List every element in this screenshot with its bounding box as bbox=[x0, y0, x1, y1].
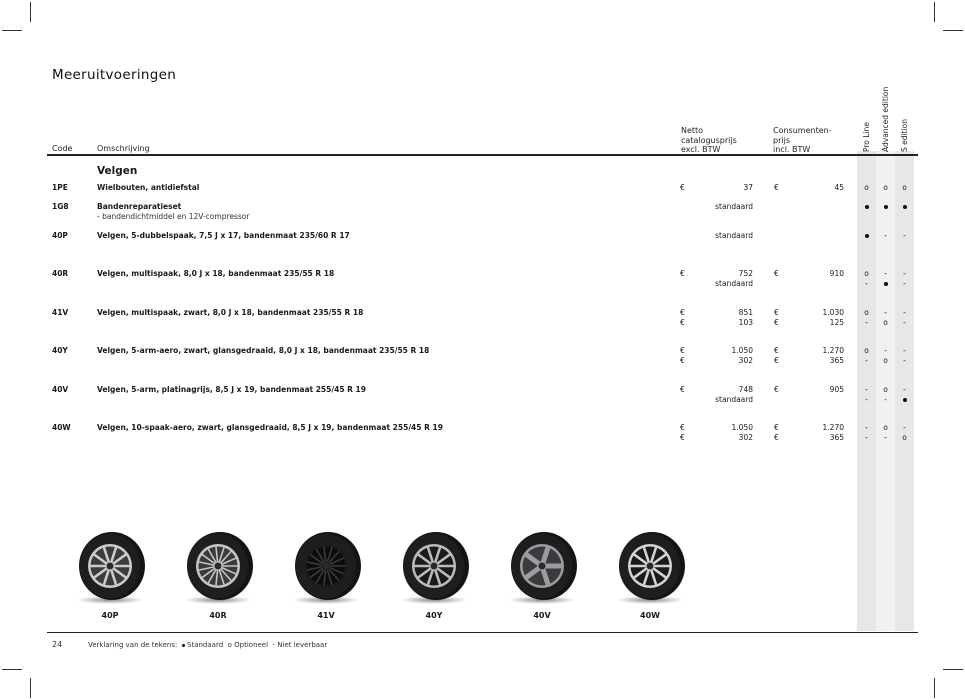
availability-standard bbox=[876, 279, 895, 288]
hub bbox=[538, 562, 546, 570]
availability-standard bbox=[876, 202, 895, 211]
wheel-image bbox=[288, 530, 364, 606]
net-price: standaard bbox=[715, 395, 753, 404]
availability-mark: - bbox=[903, 356, 906, 365]
wheel-label: 40V bbox=[533, 611, 551, 620]
availability-mark: o bbox=[902, 183, 907, 192]
legend bbox=[88, 641, 327, 649]
row-description: Velgen, multispaak, zwart, 8,0 J x 18, bandenmaat 235/55 R 18 bbox=[97, 308, 364, 317]
availability-mark: o bbox=[902, 433, 907, 442]
availability-mark: o bbox=[883, 385, 888, 394]
currency-symbol: € bbox=[774, 346, 779, 355]
crop-mark bbox=[943, 30, 963, 31]
standard-dot-icon bbox=[903, 398, 907, 402]
availability-mark: - bbox=[884, 269, 887, 278]
hub bbox=[646, 562, 654, 570]
price-line bbox=[0, 202, 965, 212]
legend-standard: Standaard bbox=[187, 641, 224, 649]
section-title: Velgen bbox=[97, 165, 138, 177]
standard-dot-icon bbox=[884, 205, 888, 209]
consumer-price: 1.270 bbox=[822, 423, 844, 432]
row-description: Velgen, 5-dubbelspaak, 7,5 J x 17, bandenmaat 235/60 R 17 bbox=[97, 231, 350, 240]
price-line bbox=[0, 308, 965, 318]
net-price: 851 bbox=[738, 308, 753, 317]
row-code: 40P bbox=[52, 231, 68, 240]
standard-dot-icon bbox=[865, 234, 869, 238]
currency-symbol: € bbox=[680, 385, 685, 394]
availability-mark: - bbox=[903, 269, 906, 278]
availability-mark: - bbox=[865, 318, 868, 327]
availability-mark: - bbox=[865, 395, 868, 404]
currency-symbol: € bbox=[774, 318, 779, 327]
consumer-price: 910 bbox=[829, 269, 844, 278]
wheel-icon bbox=[612, 530, 688, 606]
row-description: Velgen, 10-spaak-aero, zwart, glansgedraaid, 8,5 J x 19, bandenmaat 255/45 R 19 bbox=[97, 423, 443, 432]
row-code: 40Y bbox=[52, 346, 68, 355]
consumer-price: 45 bbox=[834, 183, 844, 192]
header-rule bbox=[47, 154, 918, 156]
availability-mark: o bbox=[864, 183, 869, 192]
net-price: 748 bbox=[738, 385, 753, 394]
availability-standard bbox=[895, 395, 914, 404]
availability-standard bbox=[857, 202, 876, 211]
row-code: 41V bbox=[52, 308, 69, 317]
availability-mark: - bbox=[865, 385, 868, 394]
row-description: Bandenreparatieset bbox=[97, 202, 182, 211]
header-consumer-price-line: prijs bbox=[773, 135, 790, 145]
availability-mark: - bbox=[884, 231, 887, 240]
wheel-image bbox=[72, 530, 148, 606]
legend-unavailable-symbol: - bbox=[272, 641, 276, 649]
header-advanced-edition: Advanced edition bbox=[881, 86, 890, 152]
currency-symbol: € bbox=[774, 385, 779, 394]
availability-mark: o bbox=[864, 269, 869, 278]
hub bbox=[322, 562, 330, 570]
row-code: 40V bbox=[52, 385, 69, 394]
header-net-price-line: excl. BTW bbox=[681, 145, 721, 154]
net-price: 1.050 bbox=[731, 423, 753, 432]
wheel-image bbox=[396, 530, 472, 606]
currency-symbol: € bbox=[680, 318, 685, 327]
row-code: 40R bbox=[52, 269, 69, 278]
availability-mark: - bbox=[903, 279, 906, 288]
header-net-price-line: catalogusprijs bbox=[681, 135, 737, 145]
availability-mark: o bbox=[864, 346, 869, 355]
wheel-image bbox=[504, 530, 580, 606]
header-code: Code bbox=[52, 144, 73, 153]
price-line bbox=[0, 395, 965, 405]
consumer-price: 365 bbox=[829, 356, 844, 365]
price-line bbox=[0, 433, 965, 443]
wheel-label: 40R bbox=[209, 611, 227, 620]
header-consumer-price bbox=[773, 126, 832, 155]
availability-mark: - bbox=[903, 308, 906, 317]
row-code: 1G8 bbox=[52, 202, 69, 211]
crop-mark bbox=[30, 678, 31, 698]
currency-symbol: € bbox=[680, 346, 685, 355]
row-description: Velgen, 5-arm, platinagrijs, 8,5 J x 19, bandenmaat 255/45 R 19 bbox=[97, 385, 366, 394]
wheel-icon bbox=[288, 530, 364, 606]
net-price: standaard bbox=[715, 202, 753, 211]
net-price: standaard bbox=[715, 231, 753, 240]
header-net-price bbox=[681, 126, 737, 155]
currency-symbol: € bbox=[680, 308, 685, 317]
net-price: 1.050 bbox=[731, 346, 753, 355]
availability-mark: - bbox=[903, 318, 906, 327]
availability-mark: o bbox=[883, 356, 888, 365]
hub bbox=[214, 562, 222, 570]
currency-symbol: € bbox=[774, 269, 779, 278]
header-description: Omschrijving bbox=[97, 144, 150, 153]
wheel-icon bbox=[396, 530, 472, 606]
wheel-label: 40Y bbox=[425, 611, 443, 620]
footer-rule bbox=[47, 632, 918, 633]
availability-mark: o bbox=[864, 308, 869, 317]
wheel-image bbox=[612, 530, 688, 606]
currency-symbol: € bbox=[680, 356, 685, 365]
crop-mark bbox=[934, 2, 935, 22]
wheel-label: 41V bbox=[317, 611, 335, 620]
availability-mark: - bbox=[903, 346, 906, 355]
availability-mark: o bbox=[883, 318, 888, 327]
price-line bbox=[0, 346, 965, 356]
hub bbox=[430, 562, 438, 570]
availability-mark: - bbox=[865, 423, 868, 432]
net-price: 103 bbox=[738, 318, 753, 327]
standard-dot-icon bbox=[884, 282, 888, 286]
header-consumer-price-line: Consumenten- bbox=[773, 126, 832, 135]
availability-mark: - bbox=[903, 423, 906, 432]
availability-mark: - bbox=[903, 385, 906, 394]
price-line bbox=[0, 269, 965, 279]
standard-dot-icon bbox=[865, 205, 869, 209]
price-line bbox=[0, 356, 965, 366]
price-line bbox=[0, 231, 965, 241]
header-consumer-price-line: incl. BTW bbox=[773, 145, 811, 154]
availability-mark: - bbox=[884, 433, 887, 442]
standard-dot-icon bbox=[182, 644, 185, 647]
consumer-price: 365 bbox=[829, 433, 844, 442]
availability-mark: o bbox=[883, 183, 888, 192]
availability-mark: - bbox=[865, 356, 868, 365]
row-code: 1PE bbox=[52, 183, 68, 192]
consumer-price: 905 bbox=[829, 385, 844, 394]
consumer-price: 125 bbox=[829, 318, 844, 327]
currency-symbol: € bbox=[774, 423, 779, 432]
price-line bbox=[0, 279, 965, 289]
crop-mark bbox=[2, 30, 22, 31]
currency-symbol: € bbox=[680, 433, 685, 442]
availability-standard bbox=[895, 202, 914, 211]
net-price: 302 bbox=[738, 356, 753, 365]
consumer-price: 1.030 bbox=[822, 308, 844, 317]
currency-symbol: € bbox=[774, 433, 779, 442]
currency-symbol: € bbox=[680, 423, 685, 432]
currency-symbol: € bbox=[774, 308, 779, 317]
crop-mark bbox=[30, 2, 31, 22]
net-price: standaard bbox=[715, 279, 753, 288]
price-line bbox=[0, 318, 965, 328]
availability-mark: - bbox=[865, 433, 868, 442]
row-description: Velgen, multispaak, 8,0 J x 18, bandenmaat 235/55 R 18 bbox=[97, 269, 335, 278]
currency-symbol: € bbox=[680, 183, 685, 192]
price-line bbox=[0, 423, 965, 433]
wheel-icon bbox=[72, 530, 148, 606]
net-price: 752 bbox=[738, 269, 753, 278]
availability-mark: o bbox=[883, 423, 888, 432]
currency-symbol: € bbox=[680, 269, 685, 278]
crop-mark bbox=[943, 669, 963, 670]
row-description: Wielbouten, antidiefstal bbox=[97, 183, 200, 192]
legend-unavailable: Niet leverbaar bbox=[277, 641, 328, 649]
wheel-image bbox=[180, 530, 256, 606]
hub bbox=[106, 562, 114, 570]
page-title: Meeruitvoeringen bbox=[52, 67, 177, 83]
currency-symbol: € bbox=[774, 356, 779, 365]
currency-symbol: € bbox=[774, 183, 779, 192]
wheel-icon bbox=[180, 530, 256, 606]
availability-mark: - bbox=[903, 231, 906, 240]
wheel-icon bbox=[504, 530, 580, 606]
row-code: 40W bbox=[52, 423, 71, 432]
crop-mark bbox=[934, 678, 935, 698]
row-subdescription: - bandendichtmiddel en 12V-compressor bbox=[97, 212, 250, 221]
legend-prefix: Verklaring van de tekens: bbox=[88, 641, 178, 649]
header-pro-line: Pro Line bbox=[862, 122, 871, 152]
price-line bbox=[0, 385, 965, 395]
row-description: Velgen, 5-arm-aero, zwart, glansgedraaid, 8,0 J x 18, bandenmaat 235/55 R 18 bbox=[97, 346, 430, 355]
availability-mark: - bbox=[884, 346, 887, 355]
wheel-label: 40P bbox=[101, 611, 119, 620]
price-line bbox=[0, 183, 965, 193]
legend-optional-symbol: o bbox=[227, 641, 232, 649]
standard-dot-icon bbox=[903, 205, 907, 209]
availability-mark: - bbox=[884, 308, 887, 317]
wheel-label: 40W bbox=[640, 611, 660, 620]
availability-mark: - bbox=[884, 395, 887, 404]
availability-mark: - bbox=[865, 279, 868, 288]
crop-mark bbox=[2, 669, 22, 670]
availability-standard bbox=[857, 231, 876, 240]
header-net-price-line: Netto bbox=[681, 126, 704, 135]
page-number: 24 bbox=[52, 640, 63, 649]
net-price: 302 bbox=[738, 433, 753, 442]
header-s-edition: S edition bbox=[900, 119, 909, 152]
consumer-price: 1.270 bbox=[822, 346, 844, 355]
legend-optional: Optioneel bbox=[234, 641, 269, 649]
net-price: 37 bbox=[743, 183, 753, 192]
